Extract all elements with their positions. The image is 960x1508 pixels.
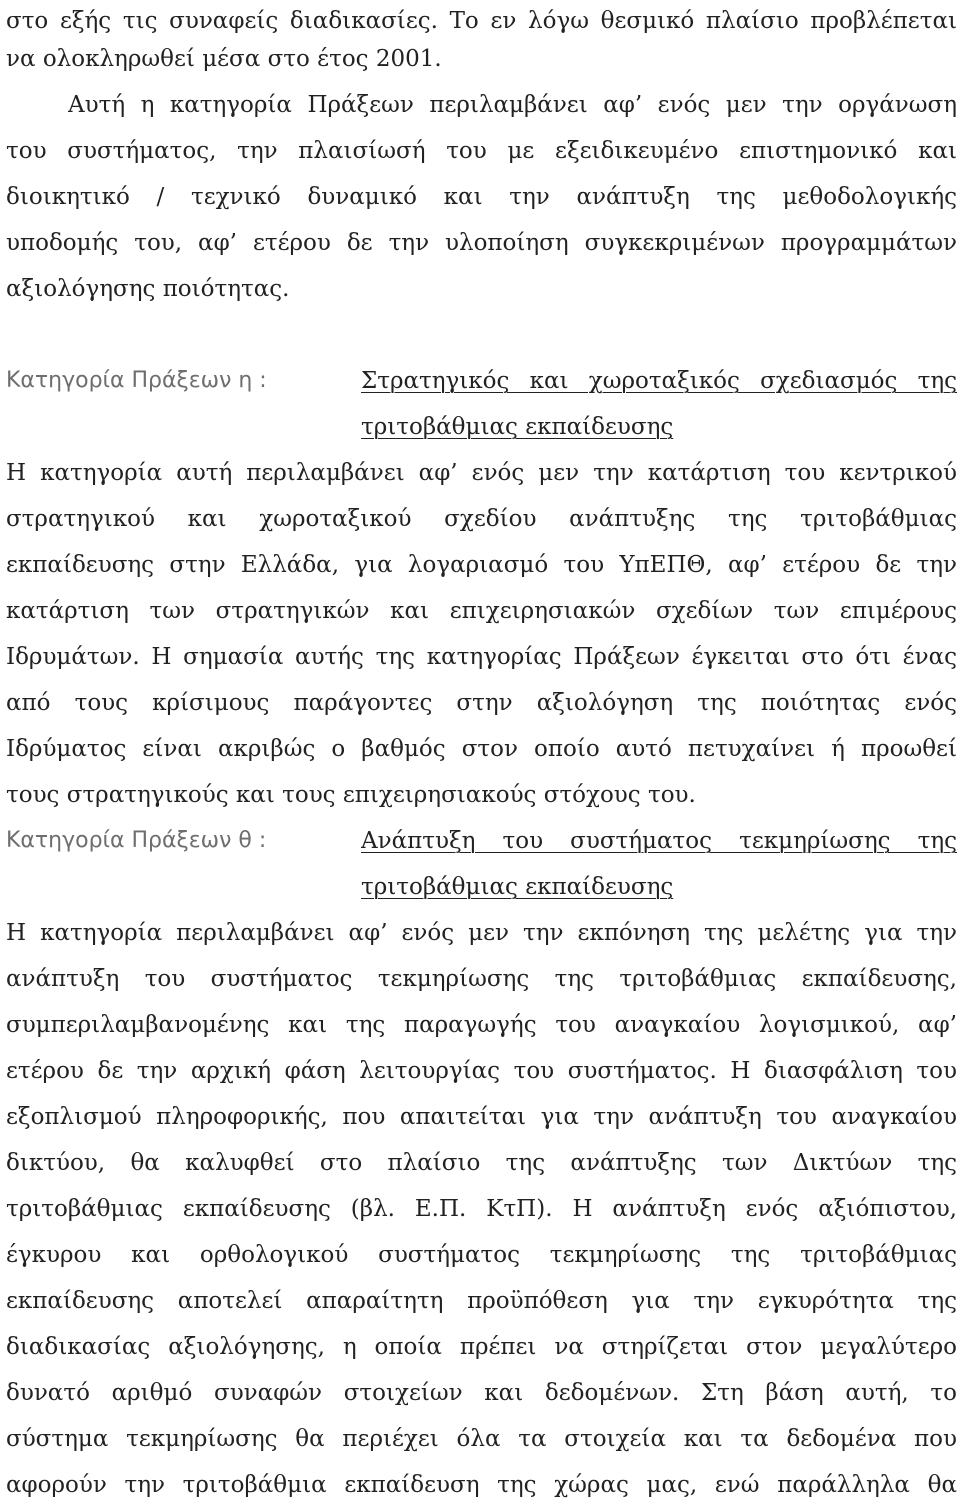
intro-line-3: Αυτή η κατηγορία Πράξεων περιλαμβάνει αφ’ ενός μεν την οργάνωση (68, 92, 957, 118)
section-eta-body-line-5: Ιδρυμάτων. Η σημασία αυτής της κατηγορίας Πράξεων έγκειται στο ότι ένας (6, 644, 957, 670)
section-eta-label: Κατηγορία Πράξεων η : (6, 368, 267, 393)
section-eta-body-line-4: κατάρτιση των στρατηγικών και επιχειρησιακών σχεδίων των επιμέρους (6, 598, 957, 624)
section-theta-body-line-3: συμπεριλαμβανομένης και της παραγωγής του αναγκαίου λογισμικού, αφ’ (6, 1012, 957, 1038)
intro-line-2: να ολοκληρωθεί μέσα στο έτος 2001. (6, 46, 442, 72)
section-theta-body-line-12: σύστημα τεκμηρίωσης θα περιέχει όλα τα στοιχεία και τα δεδομένα που (6, 1426, 957, 1452)
section-eta-body-line-7: Ιδρύματος είναι ακριβώς ο βαθμός στον οποίο αυτό πετυχαίνει ή προωθεί (6, 736, 957, 762)
section-theta-label: Κατηγορία Πράξεων θ : (6, 828, 267, 853)
section-eta-body-line-3: εκπαίδευσης στην Ελλάδα, για λογαριασμό του ΥπΕΠΘ, αφ’ ετέρου δε την (6, 552, 957, 578)
intro-line-7: αξιολόγησης ποιότητας. (6, 276, 290, 302)
section-theta-body-line-9: εκπαίδευσης αποτελεί απαραίτητη προϋπόθεση για την εγκυρότητα της (6, 1288, 957, 1314)
intro-line-1: στο εξής τις συναφείς διαδικασίες. Το εν λόγω θεσμικό πλαίσιο προβλέπεται (6, 8, 957, 34)
section-eta-body-line-8: τους στρατηγικούς και τους επιχειρησιακούς στόχους του. (6, 782, 696, 808)
intro-line-6: υποδομής του, αφ’ ετέρου δε την υλοποίηση συγκεκριμένων προγραμμάτων (6, 230, 957, 256)
section-theta-body-line-8: έγκυρου και ορθολογικού συστήματος τεκμηρίωσης της τριτοβάθμιας (6, 1242, 957, 1268)
section-theta-title-line-2: τριτοβάθμιας εκπαίδευσης (361, 874, 674, 900)
section-theta-body-line-1: Η κατηγορία περιλαμβάνει αφ’ ενός μεν την εκπόνηση της μελέτης για την (6, 920, 957, 946)
intro-line-4: του συστήματος, την πλαισίωσή του με εξειδικευμένο επιστημονικό και (6, 138, 957, 164)
section-eta-body-line-2: στρατηγικού και χωροταξικού σχεδίου ανάπτυξης της τριτοβάθμιας (6, 506, 957, 532)
section-eta-body-line-6: από τους κρίσιμους παράγοντες στην αξιολόγηση της ποιότητας ενός (6, 690, 957, 716)
section-theta-body-line-7: τριτοβάθμιας εκπαίδευσης (βλ. Ε.Π. ΚτΠ). Η ανάπτυξη ενός αξιόπιστου, (6, 1196, 957, 1222)
section-theta-body-line-2: ανάπτυξη του συστήματος τεκμηρίωσης της τριτοβάθμιας εκπαίδευσης, (6, 966, 957, 992)
section-eta-body-line-1: Η κατηγορία αυτή περιλαμβάνει αφ’ ενός μεν την κατάρτιση του κεντρικού (6, 460, 957, 486)
section-theta-body-line-6: δικτύου, θα καλυφθεί στο πλαίσιο της ανάπτυξης των Δικτύων της (6, 1150, 957, 1176)
section-theta-title-line-1: Ανάπτυξη του συστήματος τεκμηρίωσης της (361, 828, 957, 854)
section-eta-title-line-1: Στρατηγικός και χωροταξικός σχεδιασμός της (361, 368, 957, 394)
section-theta-body-line-13: αφορούν την τριτοβάθμια εκπαίδευση της χώρας μας, ενώ παράλληλα θα (6, 1472, 957, 1498)
section-theta-body-line-5: εξοπλισμού πληροφορικής, που απαιτείται για την ανάπτυξη του αναγκαίου (6, 1104, 957, 1130)
section-theta-body-line-10: διαδικασίας αξιολόγησης, η οποία πρέπει να στηρίζεται στον μεγαλύτερο (6, 1334, 957, 1360)
section-eta-title-line-2: τριτοβάθμιας εκπαίδευσης (361, 414, 674, 440)
section-theta-body-line-11: δυνατό αριθμό συναφών στοιχείων και δεδομένων. Στη βάση αυτή, το (6, 1380, 957, 1406)
intro-line-5: διοικητικό / τεχνικό δυναμικό και την ανάπτυξη της μεθοδολογικής (6, 184, 957, 210)
section-theta-body-line-4: ετέρου δε την αρχική φάση λειτουργίας του συστήματος. Η διασφάλιση του (6, 1058, 957, 1084)
